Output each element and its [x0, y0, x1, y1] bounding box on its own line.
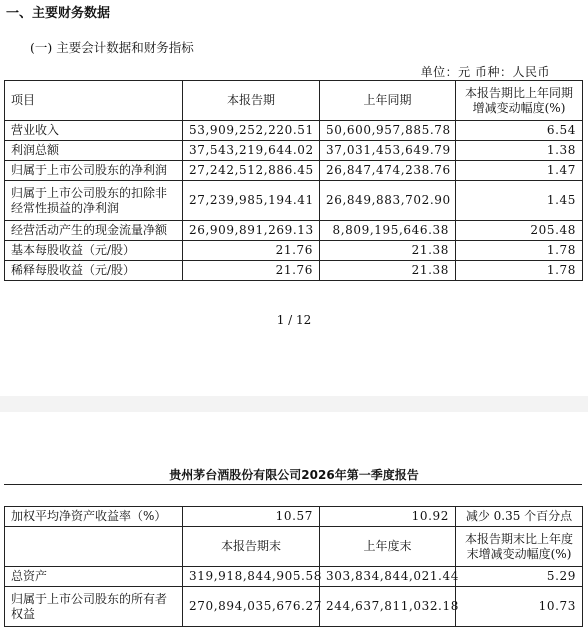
cell-prior: 10.92	[320, 507, 456, 527]
table-row	[5, 221, 583, 241]
cell-change: 6.54	[456, 121, 583, 141]
cell-change: 10.73	[456, 587, 583, 627]
header-item: 项目	[5, 81, 183, 121]
cell-change: 1.78	[456, 261, 583, 281]
cell-current: 27,239,985,194.41	[183, 181, 320, 221]
cell-current: 319,918,844,905.58	[183, 567, 320, 587]
cell-prior: 244,637,811,032.18	[320, 587, 456, 627]
row-label: 利润总额	[5, 141, 183, 161]
table-row	[5, 587, 583, 627]
cell-change: 1.78	[456, 241, 583, 261]
cell-change: 1.38	[456, 141, 583, 161]
row-label: 稀释每股收益（元/股）	[5, 261, 183, 281]
header-prior-period: 上年同期	[320, 81, 456, 121]
cell-prior: 21.38	[320, 261, 456, 281]
cell-current: 27,242,512,886.45	[183, 161, 320, 181]
header-change-pct: 本报告期末比上年度末增减变动幅度(%)	[456, 527, 583, 567]
unit-currency-note: 单位：元 币种：人民币	[420, 65, 550, 79]
cell-prior: 26,847,474,238.76	[320, 161, 456, 181]
page-number: 1 / 12	[276, 313, 312, 327]
cell-prior: 50,600,957,885.78	[320, 121, 456, 141]
cell-current: 37,543,219,644.02	[183, 141, 320, 161]
cell-change: 205.48	[456, 221, 583, 241]
title-divider	[4, 484, 582, 485]
table-row	[5, 241, 583, 261]
row-label: 归属于上市公司股东的扣除非经常性损益的净利润	[5, 181, 183, 221]
table-header-row	[5, 81, 583, 121]
balance-data-table	[4, 506, 583, 627]
cell-current: 21.76	[183, 241, 320, 261]
row-label: 加权平均净资产收益率（%）	[5, 507, 183, 527]
table-row	[5, 567, 583, 587]
report-title: 贵州茅台酒股份有限公司2026年第一季度报告	[169, 468, 419, 482]
table-row	[5, 261, 583, 281]
cell-prior: 37,031,453,649.79	[320, 141, 456, 161]
cell-current: 21.76	[183, 261, 320, 281]
table-row	[5, 141, 583, 161]
sub-heading: (一) 主要会计数据和财务指标	[30, 40, 194, 55]
cell-change: 1.47	[456, 161, 583, 181]
cell-change: 减少 0.35 个百分点	[456, 507, 583, 527]
section-heading: 一、主要财务数据	[6, 6, 111, 21]
table-header-row	[5, 527, 583, 567]
cell-prior: 303,834,844,021.44	[320, 567, 456, 587]
cell-prior: 8,809,195,646.38	[320, 221, 456, 241]
cell-prior: 21.38	[320, 241, 456, 261]
row-label: 基本每股收益（元/股）	[5, 241, 183, 261]
header-period-end: 本报告期末	[183, 527, 320, 567]
row-label: 经营活动产生的现金流量净额	[5, 221, 183, 241]
cell-change: 5.29	[456, 567, 583, 587]
row-label: 归属于上市公司股东的净利润	[5, 161, 183, 181]
table-row	[5, 121, 583, 141]
row-label: 归属于上市公司股东的所有者权益	[5, 587, 183, 627]
cell-current: 53,909,252,220.51	[183, 121, 320, 141]
header-prior-year-end: 上年度末	[320, 527, 456, 567]
header-item	[5, 527, 183, 567]
cell-current: 10.57	[183, 507, 320, 527]
header-change-pct: 本报告期比上年同期增减变动幅度(%)	[456, 81, 583, 121]
cell-current: 26,909,891,269.13	[183, 221, 320, 241]
table-row	[5, 507, 583, 527]
table-row	[5, 161, 583, 181]
header-current-period: 本报告期	[183, 81, 320, 121]
cell-change: 1.45	[456, 181, 583, 221]
cell-current: 270,894,035,676.27	[183, 587, 320, 627]
table-row	[5, 181, 583, 221]
cell-prior: 26,849,883,702.90	[320, 181, 456, 221]
row-label: 营业收入	[5, 121, 183, 141]
page-separator	[0, 396, 588, 412]
row-label: 总资产	[5, 567, 183, 587]
financial-data-table	[4, 80, 583, 281]
